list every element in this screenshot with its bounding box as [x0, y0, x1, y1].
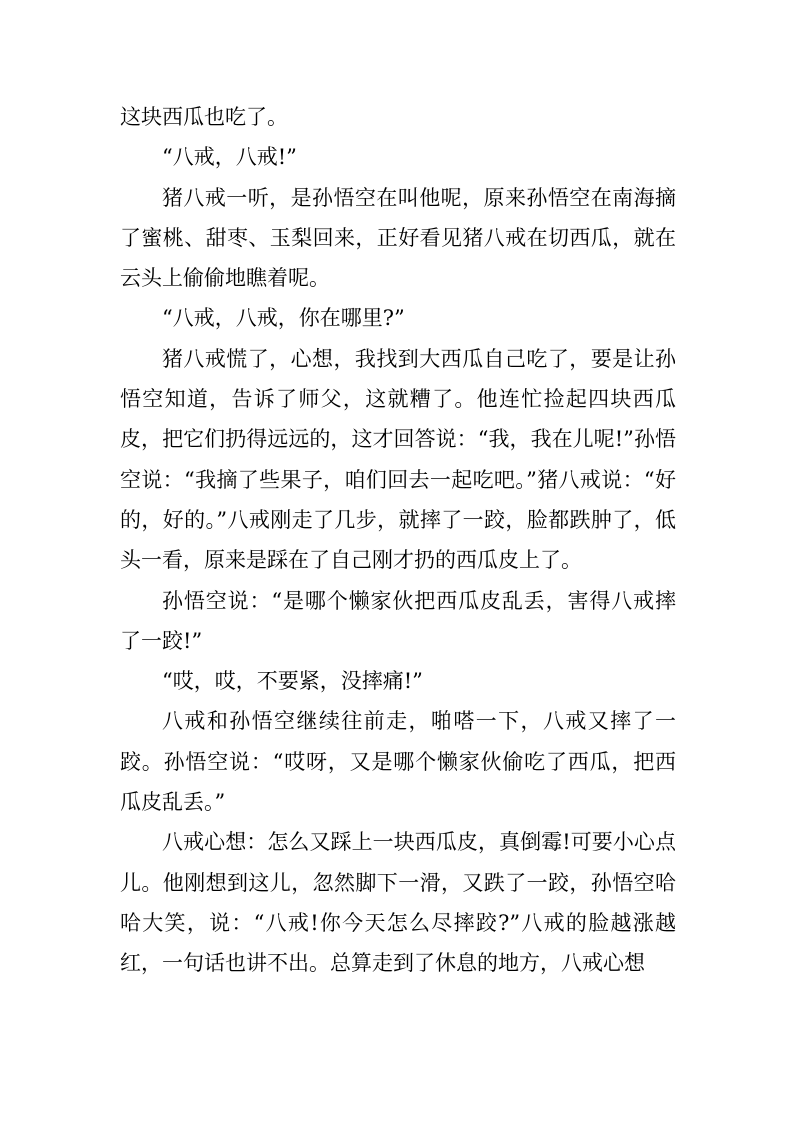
paragraph: 八戒和孙悟空继续往前走，啪嗒一下，八戒又摔了一跤。孙悟空说：“哎呀，又是哪个懒家伙偷吃了西瓜，把西瓜皮乱丢。”	[120, 709, 676, 815]
paragraph: 八戒心想：怎么又踩上一块西瓜皮，真倒霉!可要小心点儿。他刚想到这儿，忽然脚下一滑，又跌了一跤，孙悟空哈哈大笑，说：“八戒!你今天怎么尽摔跤?”八戒的脸越涨越红，一句话也讲不出。总算走到了休息的地方，八戒心想	[120, 830, 676, 976]
story-text	[120, 97, 676, 984]
paragraph: 猪八戒一听，是孙悟空在叫他呢，原来孙悟空在南海摘了蜜桃、甜枣、玉梨回来，正好看见猪八戒在切西瓜，就在云头上偷偷地瞧着呢。	[120, 185, 676, 291]
paragraph: 猪八戒慌了，心想，我找到大西瓜自己吃了，要是让孙悟空知道，告诉了师父，这就糟了。他连忙捡起四块西瓜皮，把它们扔得远远的，这才回答说：“我，我在儿呢!”孙悟空说：“我摘了些果子，咱们回去一起吃吧。”猪八戒说：“好的，好的。”八戒刚走了几步，就摔了一跤，脸都跌肿了，低头一看，原来是踩在了自己刚才扔的西瓜皮上了。	[120, 346, 676, 573]
paragraph: 孙悟空说：“是哪个懒家伙把西瓜皮乱丢，害得八戒摔了一跤!”	[120, 588, 676, 653]
paragraph: 这块西瓜也吃了。	[120, 105, 288, 129]
paragraph: “哎，哎，不要紧，没摔痛!”	[162, 669, 423, 694]
paragraph: “八戒，八戒!”	[162, 145, 297, 170]
paragraph: “八戒，八戒，你在哪里?”	[162, 306, 405, 331]
